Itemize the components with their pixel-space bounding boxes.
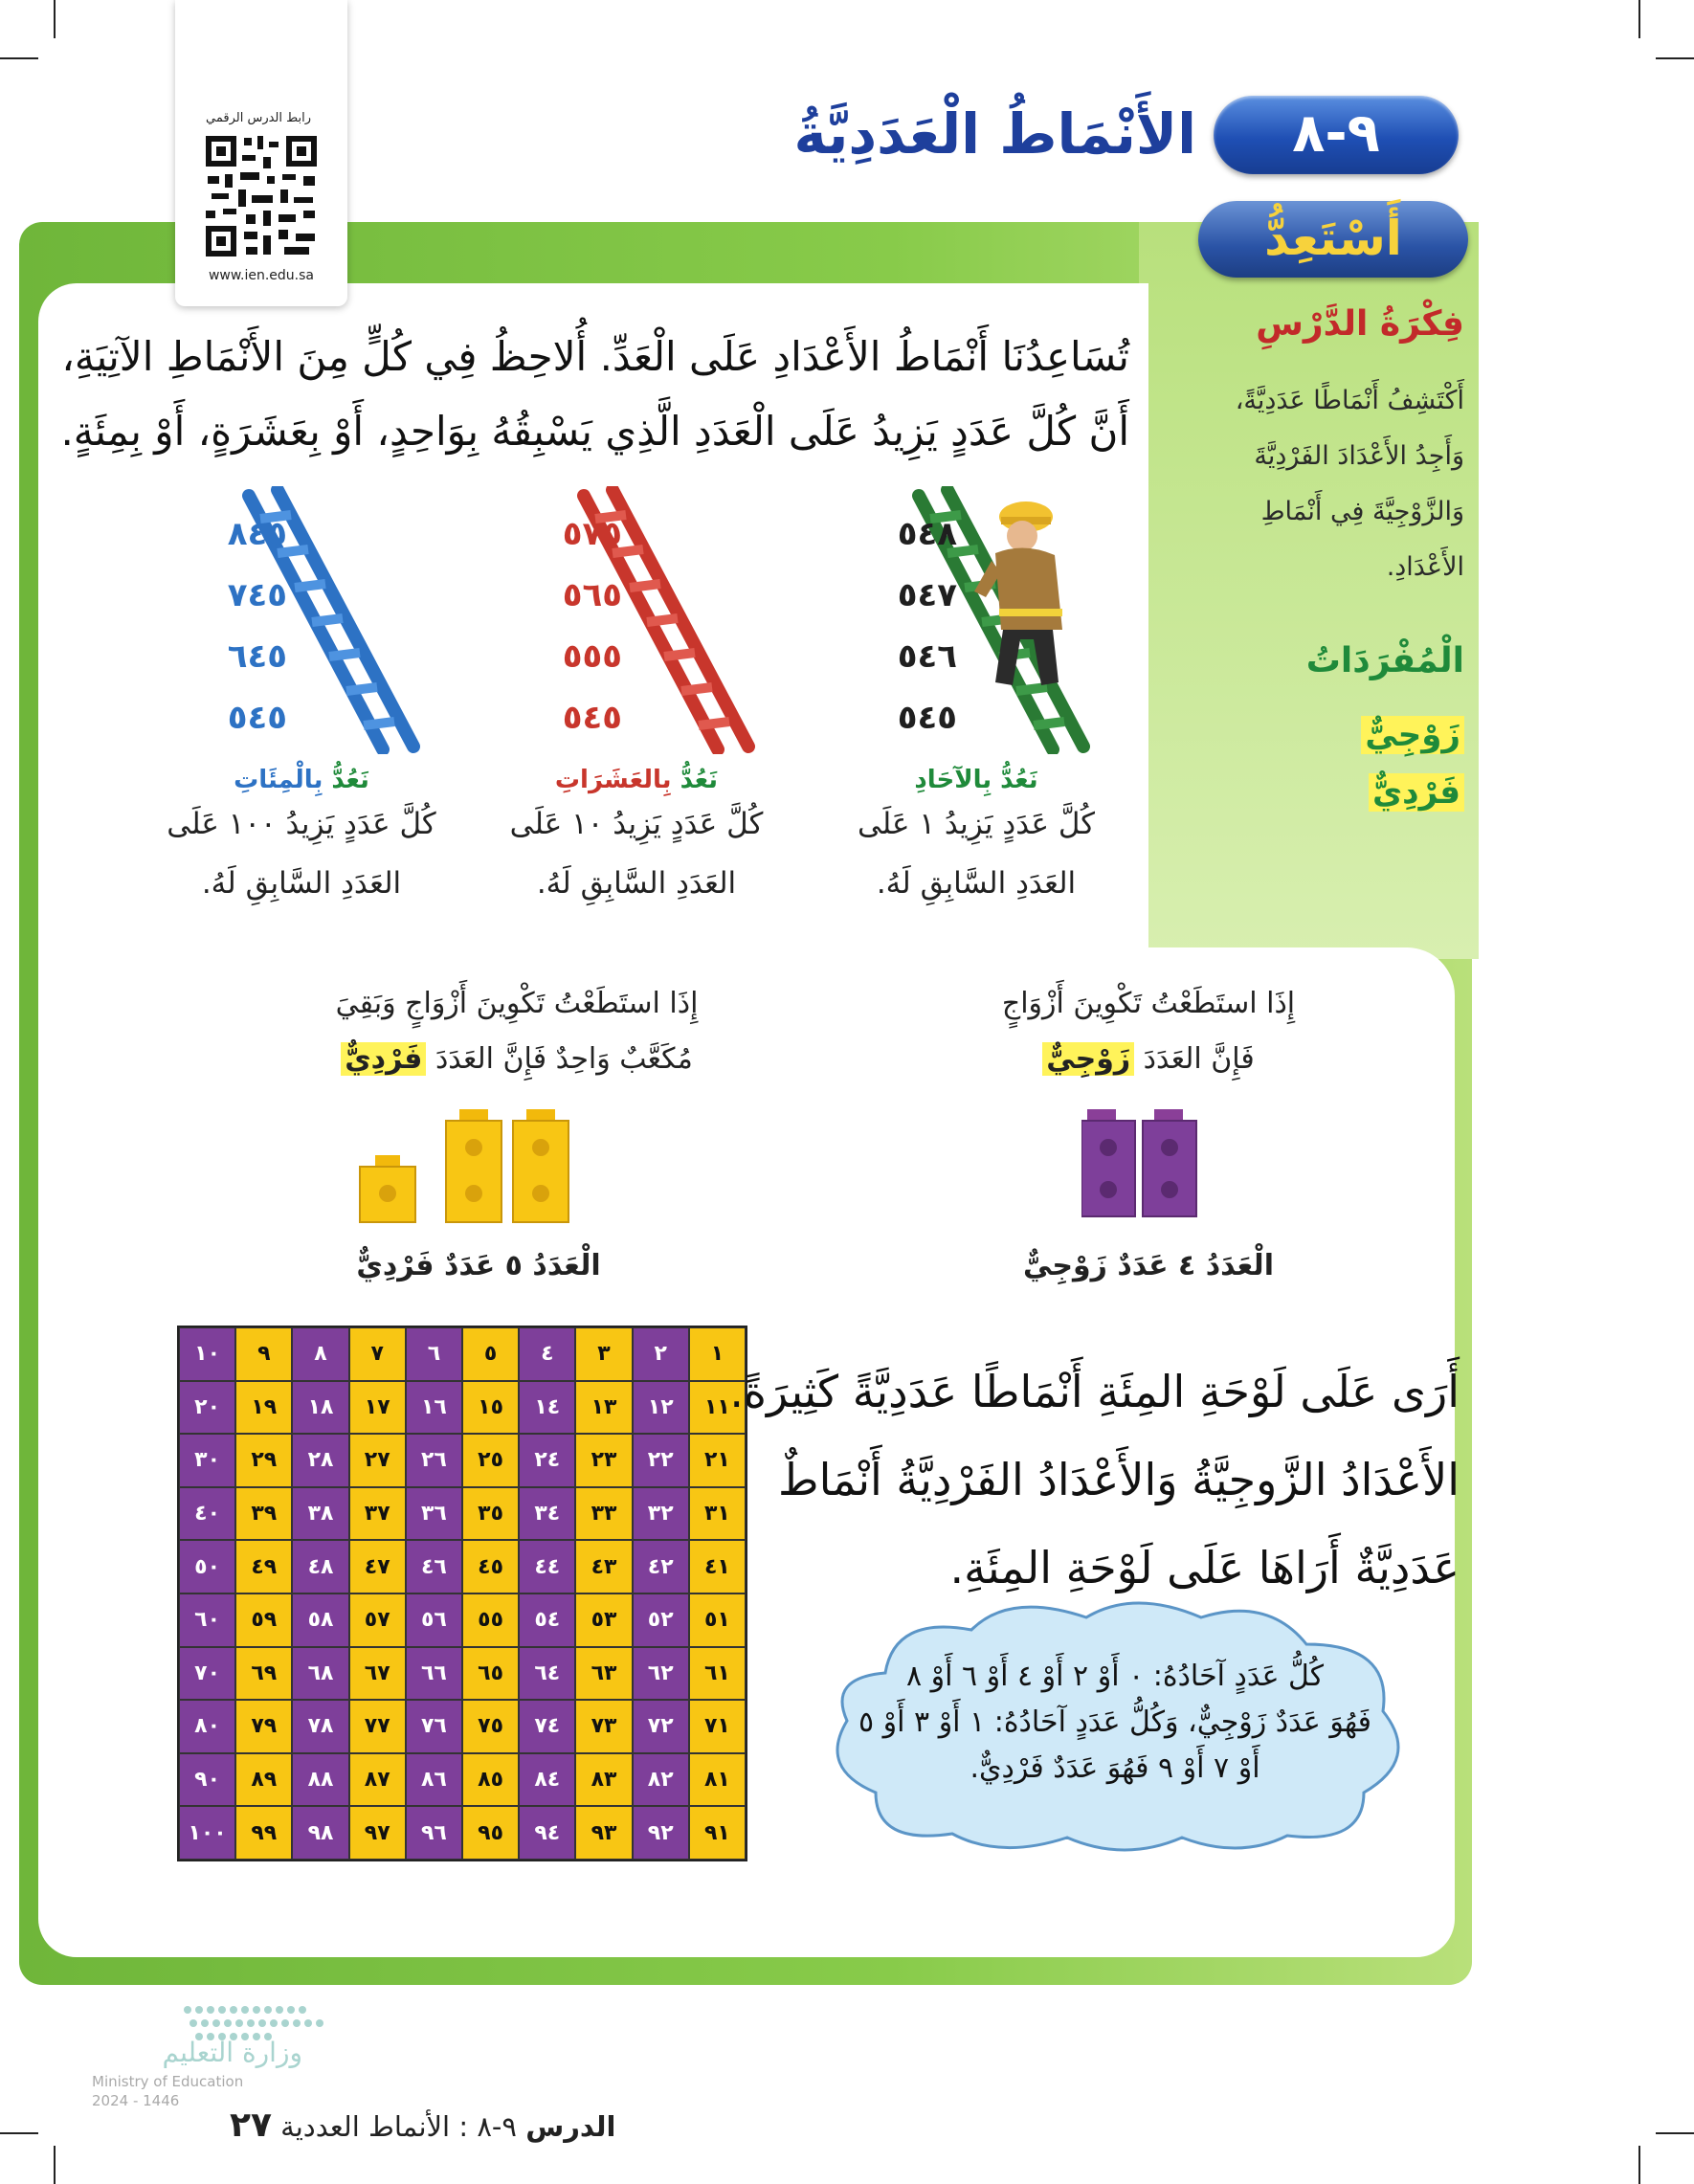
even-explanation [957,976,1340,1087]
even-number-cell: ٨٦ [406,1753,462,1807]
paragraph-line: عَدَدِيَّةٌ أَرَاهَا عَلَى لَوْحَةِ المِئَةِ. [949,1542,1460,1593]
even-number-cell: ٢٠ [179,1381,235,1435]
hundreds-caption [144,766,459,913]
even-number-cell: ٦٨ [292,1647,348,1701]
odd-number-cell: ٦٣ [575,1647,632,1701]
ladder-number: ٥٦٥ [562,576,622,614]
odd-number-cell: ٦٧ [349,1647,406,1701]
odd-number-cell: ٣٧ [349,1487,406,1541]
hundreds-numbers [153,503,287,748]
even-number-cell: ٧٢ [633,1700,689,1753]
even-number-cell: ٩٠ [179,1753,235,1807]
even-number-cell: ٨ [292,1327,348,1381]
odd-number-cell: ٤٩ [235,1540,292,1593]
even-number-cell: ٩٢ [633,1806,689,1860]
footer-lesson-label: الدرس [525,2110,616,2143]
vocab-even: زَوْجِيٌّ [1361,716,1464,754]
odd-number-cell: ٧٥ [462,1700,519,1753]
odd-number-cell: ١٧ [349,1381,406,1435]
even-number-cell: ٣٢ [633,1487,689,1541]
even-number-cell: ٥٦ [406,1593,462,1647]
odd-number-cell: ٦٩ [235,1647,292,1701]
page-title: الأَنْمَاطُ الْعَدَدِيَّةُ [793,101,1196,167]
odd-number-cell: ٩٥ [462,1806,519,1860]
even-number-cell: ٥٠ [179,1540,235,1593]
even-number-cell: ٦ [406,1327,462,1381]
odd-number-cell: ٣١ [689,1487,746,1541]
even-number-cell: ٨٤ [519,1753,575,1807]
count-heading [488,766,785,794]
caption-line: العَدَدِ السَّابِقِ لَهُ. [876,866,1077,901]
even-number-cell: ٦٠ [179,1593,235,1647]
even-number-cell: ٧٤ [519,1700,575,1753]
even-number-cell: ٣٦ [406,1487,462,1541]
even-number-cell: ٢٨ [292,1434,348,1487]
odd-number-cell: ٤١ [689,1540,746,1593]
even-number-cell: ٢٤ [519,1434,575,1487]
odd-number-cell: ٦١ [689,1647,746,1701]
crop-mark [1656,57,1694,59]
even-number-cell: ٦٢ [633,1647,689,1701]
even-keyword: زَوْجِيٌّ [1042,1042,1134,1076]
qr-card[interactable] [175,0,347,306]
odd-number-cell: ٣٣ [575,1487,632,1541]
odd-number-cell: ٩ [235,1327,292,1381]
count-heading [144,766,459,794]
odd-number-cell: ٥٧ [349,1593,406,1647]
crop-mark [1638,2146,1640,2184]
lesson-idea-line: الأَعْدَادِ. [1386,552,1464,582]
lesson-number-badge: ٩-٨ [1214,96,1459,174]
vocab-odd: فَرْدِيٌّ [1369,773,1464,812]
caption-line: كُلَّ عَدَدٍ يَزِيدُ ١ عَلَى [857,807,1096,841]
odd-number-cell: ٩١ [689,1806,746,1860]
odd-number-cell: ٥ [462,1327,519,1381]
page-number: ٢٧ [230,2106,272,2145]
lesson-idea-text [1177,373,1464,595]
odd-number-cell: ٧٧ [349,1700,406,1753]
ladder-number: ٥٤٥ [897,699,957,737]
odd-number-cell: ٦٥ [462,1647,519,1701]
caption-line: كُلَّ عَدَدٍ يَزِيدُ ١٠٠ عَلَى [167,807,436,841]
odd-number-cell: ١ [689,1327,746,1381]
even-number-cell: ١٠ [179,1327,235,1381]
odd-keyword: فَرْدِيٌّ [341,1042,426,1076]
even-number-cell: ٤٤ [519,1540,575,1593]
odd-number-cell: ٩٧ [349,1806,406,1860]
ladder-number: ٧٤٥ [227,576,287,614]
even-number-cell: ٤٨ [292,1540,348,1593]
vocab-item [1273,716,1464,754]
odd-number-cell: ٨٣ [575,1753,632,1807]
even-number-cell: ١٢ [633,1381,689,1435]
ladder-number: ٥٧٥ [562,515,622,553]
ladder-number: ٥٤٦ [897,637,957,676]
even-number-cell: ٦٦ [406,1647,462,1701]
odd-number-cell: ٨١ [689,1753,746,1807]
odd-number-cell: ٥٣ [575,1593,632,1647]
even-number-cell: ١٠٠ [179,1806,235,1860]
intro-line: تُسَاعِدُنَا أَنْمَاطُ الأَعْدَادِ عَلَى الْعَدِّ. أُلاحِظُ فِي كُلٍّ مِنَ الأَنْمَاطِ الآتِيَةِ، [61,333,1129,380]
even-number-cell: ٩٨ [292,1806,348,1860]
odd-explanation [287,976,747,1087]
prepare-badge: أَسْتَعِدُّ [1198,201,1468,278]
odd-number-cell: ٥١ [689,1593,746,1647]
even-number-cell: ١٤ [519,1381,575,1435]
even-line: إِذَا استَطَعْتُ تَكْوِينَ أَزْوَاجٍ [1001,987,1296,1020]
odd-number-cell: ٧١ [689,1700,746,1753]
odd-number-cell: ٣٩ [235,1487,292,1541]
even-number-cell: ٤٠ [179,1487,235,1541]
even-number-cell: ٢٦ [406,1434,462,1487]
even-number-cell: ٥٨ [292,1593,348,1647]
count-by: بِالآحَادِ [914,766,992,794]
even-number-cell: ٩٦ [406,1806,462,1860]
ladder-number: ٥٤٥ [562,699,622,737]
count-prefix: نَعُدُّ [331,766,369,794]
crop-mark [1656,2132,1694,2134]
lesson-idea-heading: فِكْرَةُ الدَّرْسِ [1256,304,1464,344]
odd-number-cell: ٧٩ [235,1700,292,1753]
ladder-number: ٥٥٥ [562,637,622,676]
even-number-cell: ٩٤ [519,1806,575,1860]
paragraph-line: الأَعْدَادُ الزَّوجِيَّةُ وَالأَعْدَادُ الفَرْدِيَّةُ أَنْمَاطٌ [778,1454,1460,1505]
even-number-cell: ٤٢ [633,1540,689,1593]
crop-mark [1638,0,1640,38]
even-number-cell: ٧٠ [179,1647,235,1701]
even-number-cell: ٢ [633,1327,689,1381]
odd-number-cell: ٤٧ [349,1540,406,1593]
tens-numbers [488,503,622,748]
odd-number-cell: ٣٥ [462,1487,519,1541]
intro-line: أَنَّ كُلَّ عَدَدٍ يَزِيدُ عَلَى الْعَدَدِ الَّذِي يَسْبِقُهُ بِوَاحِدٍ، أَوْ بِعَشَرَةٍ، أَوْ بِمِئَةٍ. [60,408,1129,455]
vocab-heading: الْمُفْرَدَاتُ [1305,641,1464,680]
odd-number-cell: ٤٣ [575,1540,632,1593]
qr-url[interactable]: www.ien.edu.sa [208,268,315,283]
odd-number-cell: ٢٩ [235,1434,292,1487]
ministry-name-en: Ministry of Education [92,2073,244,2090]
footer-lesson-title: الأنماط العددية [280,2110,451,2143]
tens-caption [488,766,785,913]
caption-line: كُلَّ عَدَدٍ يَزِيدُ ١٠ عَلَى [509,807,764,841]
ministry-year: 2024 - 1446 [92,2092,180,2109]
count-prefix: نَعُدُّ [680,766,719,794]
odd-number-cell: ٨٥ [462,1753,519,1807]
footer-lesson-ref: ٩-٨ : [458,2110,517,2143]
odd-number-cell: ١٥ [462,1381,519,1435]
even-number-cell: ٦٤ [519,1647,575,1701]
even-number-cell: ٥٤ [519,1593,575,1647]
odd-number-cell: ١١ [689,1381,746,1435]
lesson-idea-line: وَأَجِدُ الأَعْدَادَ الفَرْدِيَّةَ [1254,441,1464,471]
cloud-text [842,1654,1388,1792]
odd-number-cell: ٥٩ [235,1593,292,1647]
firefighter-icon [967,496,1091,697]
even-number-cell: ٨٠ [179,1700,235,1753]
ladder-number: ٥٤٨ [897,515,957,553]
cloud-line: كُلُّ عَدَدٍ آحَادُهُ: ٠ أَوْ ٢ أَوْ ٤ أَوْ ٦ أَوْ ٨ [905,1660,1325,1693]
even-line [957,1032,1340,1087]
vocab-item [1273,773,1464,812]
odd-line [287,1032,747,1087]
odd-number-cell: ٩٩ [235,1806,292,1860]
count-by: بِالعَشَرَاتِ [554,766,672,794]
odd-caption: الْعَدَدُ ٥ عَدَدٌ فَرْدِيٌّ [356,1249,601,1282]
qr-code-icon[interactable] [204,134,319,258]
lesson-idea-line: أَكْتَشِفُ أَنْمَاطًا عَدَدِيَّةً، [1235,386,1464,415]
ladder-number: ٦٤٥ [227,637,287,676]
even-number-cell: ٤ [519,1327,575,1381]
even-number-cell: ٧٨ [292,1700,348,1753]
odd-number-cell: ٢١ [689,1434,746,1487]
count-heading [833,766,1120,794]
caption-line: العَدَدِ السَّابِقِ لَهُ. [201,866,402,901]
even-number-cell: ٨٢ [633,1753,689,1807]
crop-mark [0,57,38,59]
qr-caption: رابط الدرس الرقمي [206,111,311,125]
even-number-cell: ٣٠ [179,1434,235,1487]
cloud-line: أَوْ ٧ أَوْ ٩ فَهُوَ عَدَدٌ فَرْدِيٌّ. [970,1751,1260,1785]
ladder-number: ٥٤٧ [897,576,957,614]
odd-number-cell: ٧ [349,1327,406,1381]
ladder-number: ٥٤٥ [227,699,287,737]
odd-number-cell: ٩٣ [575,1806,632,1860]
odd-number-cell: ٤٥ [462,1540,519,1593]
ladder-number: ٨٤٥ [227,515,287,553]
even-number-cell: ٣٨ [292,1487,348,1541]
even-cubes-icon [1081,1105,1215,1220]
even-number-cell: ١٨ [292,1381,348,1435]
odd-prefix: مُكَعَّبٌ وَاحِدٌ فَإِنَّ العَدَدَ [435,1042,693,1076]
even-number-cell: ٨٨ [292,1753,348,1807]
crop-mark [54,0,56,38]
odd-number-cell: ٥٥ [462,1593,519,1647]
even-number-cell: ٥٢ [633,1593,689,1647]
odd-line: إِذَا استَطَعْتُ تَكْوِينَ أَزْوَاجٍ وَبَقِيَ [335,987,699,1020]
odd-number-cell: ٧٣ [575,1700,632,1753]
odd-cubes-icon [354,1105,603,1225]
crop-mark [54,2146,56,2184]
odd-number-cell: ٢٧ [349,1434,406,1487]
hundred-chart [177,1326,747,1861]
even-caption: الْعَدَدُ ٤ عَدَدٌ زَوْجِيٌّ [1023,1249,1274,1282]
ones-caption [833,766,1120,913]
even-number-cell: ٤٦ [406,1540,462,1593]
even-number-cell: ٣٤ [519,1487,575,1541]
count-prefix: نَعُدُّ [1000,766,1038,794]
even-prefix: فَإِنَّ العَدَدَ [1143,1042,1255,1076]
page-footer [230,2106,615,2145]
crop-mark [0,2132,38,2134]
even-number-cell: ٢٢ [633,1434,689,1487]
ones-numbers [823,503,957,748]
ministry-name-ar: وزارة التعليم [162,2037,302,2068]
odd-number-cell: ٨٩ [235,1753,292,1807]
odd-number-cell: ٢٣ [575,1434,632,1487]
odd-number-cell: ٣ [575,1327,632,1381]
count-by: بِالْمِئَاتِ [234,766,323,794]
paragraph-line: أَرَى عَلَى لَوْحَةِ المِئَةِ أَنْمَاطًا عَدَدِيَّةً كَثِيرَةً. [729,1366,1460,1417]
odd-number-cell: ١٩ [235,1381,292,1435]
cloud-line: فَهُوَ عَدَدٌ زَوْجِيٌّ، وَكُلُّ عَدَدٍ آحَادُهُ: ١ أَوْ ٣ أَوْ ٥ [858,1705,1371,1739]
caption-line: العَدَدِ السَّابِقِ لَهُ. [536,866,737,901]
even-number-cell: ١٦ [406,1381,462,1435]
lesson-idea-line: وَالزَّوْجِيَّةَ فِي أَنْمَاطِ [1260,497,1464,526]
odd-number-cell: ٨٧ [349,1753,406,1807]
odd-number-cell: ١٣ [575,1381,632,1435]
even-number-cell: ٧٦ [406,1700,462,1753]
odd-number-cell: ٢٥ [462,1434,519,1487]
